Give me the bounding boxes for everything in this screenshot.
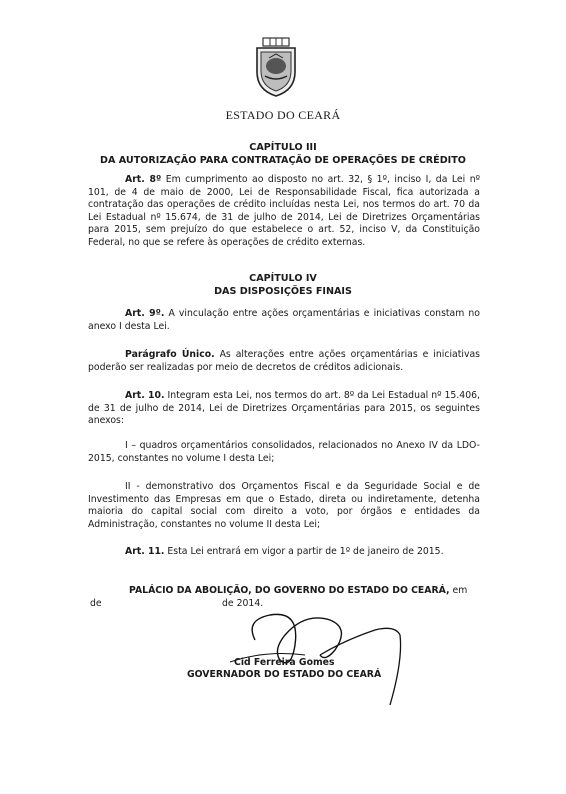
signatory-title: GOVERNADOR DO ESTADO DO CEARÁ (187, 669, 382, 680)
chapter-3-number: CAPÍTULO III (249, 142, 317, 153)
closing-palace: PALÁCIO DA ABOLIÇÃO, DO GOVERNO DO ESTADO DO CEARÁ, (129, 585, 450, 596)
chapter-4-number: CAPÍTULO IV (249, 273, 317, 284)
signatory-name: Cid Ferreira Gomes (234, 657, 335, 668)
article-10-text: Integram esta Lei, nos termos do art. 8º da Lei Estadual nº 15.406, de 31 de julho de 2014, Lei de Diretrizes Orçamentárias para 2015, os seguintes anexos: (88, 390, 480, 427)
ceara-coat-of-arms-icon (251, 36, 301, 98)
chapter-3-title: DA AUTORIZAÇÃO PARA CONTRATAÇÃO DE OPERAÇÕES DE CRÉDITO (100, 155, 466, 166)
article-10-item-2: II - demonstrativo dos Orçamentos Fiscal e da Seguridade Social e de Investimento das Empresas em que o Estado, direta ou indiretamente, detenha maioria do capital social com direito a voto, por órgãos e entidades da Administração, constantes no volume II desta Lei; (88, 481, 480, 530)
article-10-label: Art. 10. (125, 390, 165, 401)
article-10 (88, 390, 480, 428)
closing-de: de (90, 598, 102, 609)
article-8-label: Art. 8º (125, 174, 162, 185)
chapter-4-title: DAS DISPOSIÇÕES FINAIS (214, 286, 352, 297)
paragrafo-unico (88, 349, 480, 374)
paragrafo-unico-label: Parágrafo Único. (125, 349, 215, 360)
closing-em: em (449, 585, 468, 596)
closing-palace-line (129, 585, 467, 596)
article-10-item-1: I – quadros orçamentários consolidados, relacionados no Anexo IV da LDO-2015, constantes no volume I desta Lei; (88, 440, 480, 464)
article-9-label: Art. 9º. (125, 308, 165, 319)
paragrafo-unico-text: As alterações entre ações orçamentárias e iniciativas poderão ser realizadas por meio de decretos de créditos adicionais. (88, 349, 480, 373)
article-8 (88, 174, 480, 250)
state-title: ESTADO DO CEARÁ (225, 108, 341, 122)
article-9 (88, 308, 480, 333)
article-11 (88, 546, 480, 559)
article-9-text: A vinculação entre ações orçamentárias e iniciativas constam no anexo I desta Lei. (88, 308, 480, 332)
article-8-text: Em cumprimento ao disposto no art. 32, § 1º, inciso I, da Lei nº 101, de 4 de maio de 2000, Lei de Responsabilidade Fiscal, fica autorizada a contratação das operações de crédito incluídas nesta Lei, nos termos do art. 70 da Lei Estadual nº 15.674, de 31 de julho de 2014, Lei de Diretrizes Orçamentárias para 2015, sem prejuízo do que estabelece o art. 52, inciso V, da Constituição Federal, no que se refere às operações de crédito externas. (88, 174, 480, 248)
closing-year: de 2014. (222, 598, 264, 609)
handwritten-signature (225, 600, 425, 710)
article-11-text: Esta Lei entrará em vigor a partir de 1º de janeiro de 2015. (164, 546, 444, 557)
article-11-label: Art. 11. (125, 546, 165, 557)
